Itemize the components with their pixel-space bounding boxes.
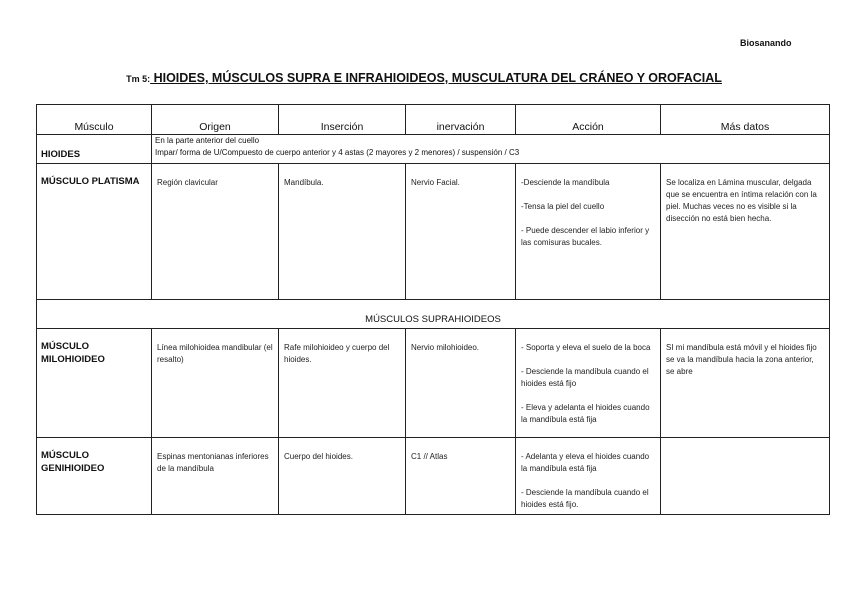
milohioideo-accion (516, 329, 661, 438)
genihioideo-accion-2: - Desciende la mandíbula cuando el hioides está fijo. (521, 488, 649, 509)
row-name-platisma: MÚSCULO PLATISMA (37, 164, 152, 300)
hioides-line-2: Impar/ forma de U/Compuesto de cuerpo anterior y 4 astas (2 mayores y 2 menores) / suspensión / C3 (155, 148, 520, 157)
platisma-origen: Región clavicular (152, 164, 279, 300)
page-title (0, 71, 848, 85)
milohioideo-accion-3: - Eleva y adelanta el hioides cuando la mandíbula está fija (521, 403, 650, 424)
hioides-description (152, 135, 830, 164)
genihioideo-inervacion: C1 // Atlas (406, 438, 516, 515)
genihioideo-accion-1: - Adelanta y eleva el hioides cuando la mandíbula está fija (521, 452, 650, 473)
platisma-accion-2: -Tensa la piel del cuello (521, 202, 605, 211)
platisma-mas-datos: Se localiza en Lámina muscular, delgada que se encuentra en íntima relación con la piel. Muchas veces no es visible si la disección no está bien hecha. (661, 164, 830, 300)
section-row-suprahioideos (37, 300, 830, 329)
platisma-accion-1: -Desciende la mandíbula (521, 178, 610, 187)
column-header-musculo: Músculo (37, 105, 152, 135)
title-main: HIOIDES, MÚSCULOS SUPRA E INFRAHIOIDEOS, MUSCULATURA DEL CRÁNEO Y OROFACIAL (150, 71, 722, 85)
column-header-mas-datos: Más datos (661, 105, 830, 135)
milohioideo-mas-datos: SI mi mandíbula está móvil y el hioides fijo se va la mandíbula hacia la zona anterior, se abre (661, 329, 830, 438)
row-name-milohioideo: MÚSCULO MILOHIOIDEO (37, 329, 152, 438)
row-name-genihioideo: MÚSCULO GENIHIOIDEO (37, 438, 152, 515)
genihioideo-accion (516, 438, 661, 515)
hioides-line-1: En la parte anterior del cuello (155, 136, 260, 145)
title-prefix: Tm 5: (126, 74, 151, 84)
genihioideo-mas-datos (661, 438, 830, 515)
column-header-inervacion: inervación (406, 105, 516, 135)
table-row-milohioideo (37, 329, 830, 438)
table-row-hioides (37, 135, 830, 164)
milohioideo-origen: Línea milohioidea mandibular (el resalto) (152, 329, 279, 438)
platisma-insercion: Mandíbula. (279, 164, 406, 300)
platisma-inervacion: Nervio Facial. (406, 164, 516, 300)
milohioideo-accion-1: - Soporta y eleva el suelo de la boca (521, 343, 651, 352)
milohioideo-accion-2: - Desciende la mandíbula cuando el hioides está fijo (521, 367, 649, 388)
milohioideo-insercion: Rafe milohioideo y cuerpo del hioides. (279, 329, 406, 438)
column-header-accion: Acción (516, 105, 661, 135)
column-header-insercion: Inserción (279, 105, 406, 135)
table-header-row (37, 105, 830, 135)
table-row-genihioideo (37, 438, 830, 515)
author-label: Biosanando (740, 38, 792, 48)
table-row-platisma (37, 164, 830, 300)
row-name-hioides: HIOIDES (37, 135, 152, 164)
column-header-origen: Origen (152, 105, 279, 135)
muscle-table (36, 104, 830, 515)
platisma-accion-3: - Puede descender el labio inferior y las comisuras bucales. (521, 226, 650, 247)
milohioideo-inervacion: Nervio milohioideo. (406, 329, 516, 438)
genihioideo-insercion: Cuerpo del hioides. (279, 438, 406, 515)
platisma-accion (516, 164, 661, 300)
section-title-suprahioideos: MÚSCULOS SUPRAHIOIDEOS (37, 300, 830, 329)
genihioideo-origen: Espinas mentonianas inferiores de la mandíbula (152, 438, 279, 515)
